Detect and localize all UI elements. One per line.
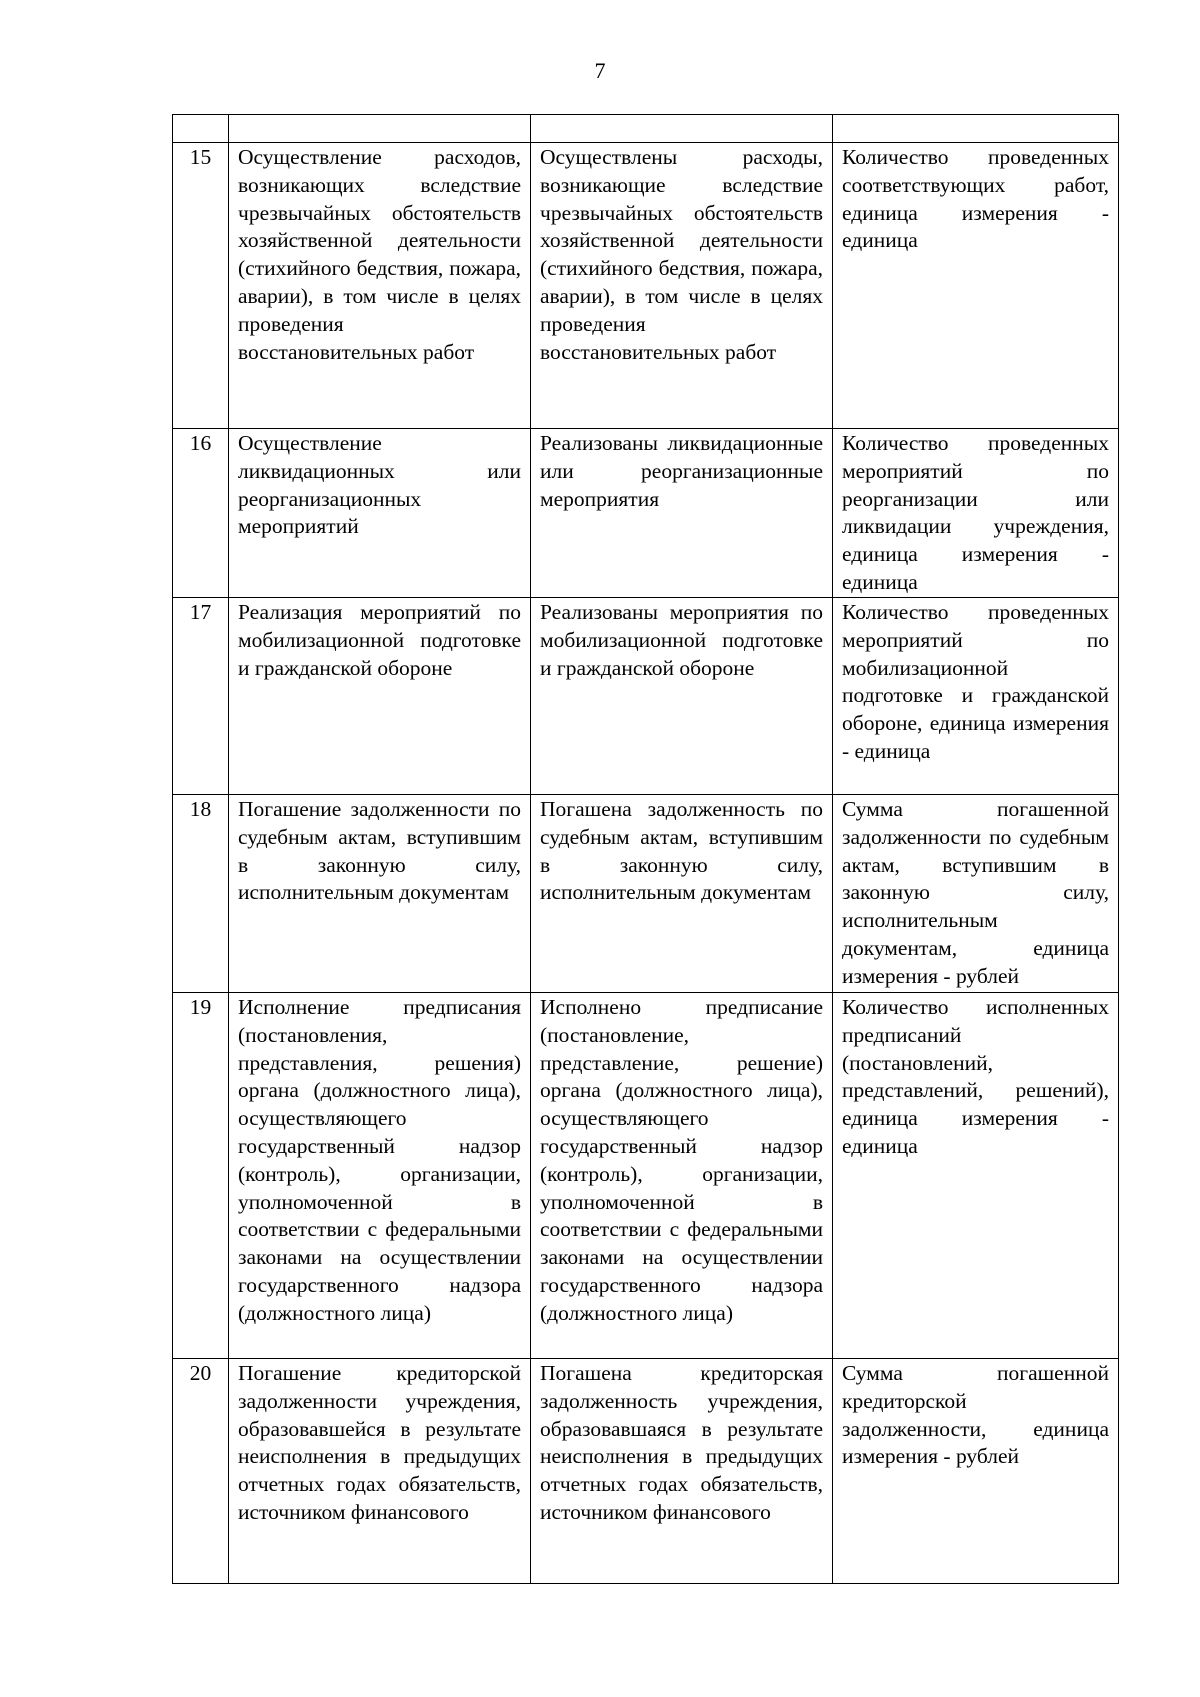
row-number: 15 xyxy=(173,143,229,429)
row-number: 19 xyxy=(173,993,229,1359)
indicator-cell: Сумма погашенной кредиторской задолженности, единица измерения - рублей xyxy=(833,1359,1119,1584)
header-cell-action xyxy=(229,115,531,143)
page-number: 7 xyxy=(594,58,606,83)
result-cell: Реализованы ликвидационные или реорганизационные мероприятия xyxy=(531,429,833,598)
table-row xyxy=(173,1359,1119,1584)
table-row xyxy=(173,143,1119,429)
indicator-cell: Количество исполненных предписаний (постановлений, представлений, решений), единица измерения - единица xyxy=(833,993,1119,1359)
indicator-cell: Количество проведенных соответствующих работ, единица измерения - единица xyxy=(833,143,1119,429)
table-row xyxy=(173,598,1119,795)
result-cell: Исполнено предписание (постановление, представление, решение) органа (должностного лица), осуществляющего государственный надзор (контроль), организации, уполномоченной в соответствии с федеральными законами на осуществлении государственного надзора (должностного лица) xyxy=(531,993,833,1359)
result-cell: Реализованы мероприятия по мобилизационной подготовке и гражданской обороне xyxy=(531,598,833,795)
action-cell: Погашение кредиторской задолженности учреждения, образовавшейся в результате неисполнения в предыдущих отчетных годах обязательств, источником финансового xyxy=(229,1359,531,1584)
header-cell-indicator xyxy=(833,115,1119,143)
action-cell: Реализация мероприятий по мобилизационной подготовке и гражданской обороне xyxy=(229,598,531,795)
row-number: 16 xyxy=(173,429,229,598)
action-cell: Исполнение предписания (постановления, представления, решения) органа (должностного лица), осуществляющего государственный надзор (контроль), организации, уполномоченной в соответствии с федеральными законами на осуществлении государственного надзора (должностного лица) xyxy=(229,993,531,1359)
indicator-cell: Количество проведенных мероприятий по реорганизации или ликвидации учреждения, единица измерения - единица xyxy=(833,429,1119,598)
result-cell: Погашена кредиторская задолженность учреждения, образовавшаяся в результате неисполнения в предыдущих отчетных годах обязательств, источником финансового xyxy=(531,1359,833,1584)
action-cell: Осуществление расходов, возникающих вследствие чрезвычайных обстоятельств хозяйственной деятельности (стихийного бедствия, пожара, аварии), в том числе в целях проведения восстановительных работ xyxy=(229,143,531,429)
table-row xyxy=(173,429,1119,598)
row-number: 20 xyxy=(173,1359,229,1584)
table-row xyxy=(173,993,1119,1359)
indicator-cell: Количество проведенных мероприятий по мобилизационной подготовке и гражданской обороне, единица измерения - единица xyxy=(833,598,1119,795)
measures-table xyxy=(172,114,1119,1584)
row-number: 18 xyxy=(173,795,229,993)
result-cell: Осуществлены расходы, возникающие вследствие чрезвычайных обстоятельств хозяйственной деятельности (стихийного бедствия, пожара, аварии), в том числе в целях проведения восстановительных работ xyxy=(531,143,833,429)
indicator-cell: Сумма погашенной задолженности по судебным актам, вступившим в законную силу, исполнительным документам, единица измерения - рублей xyxy=(833,795,1119,993)
table-header-row xyxy=(173,115,1119,143)
header-cell-result xyxy=(531,115,833,143)
row-number: 17 xyxy=(173,598,229,795)
table-row xyxy=(173,795,1119,993)
action-cell: Осуществление ликвидационных или реорганизационных мероприятий xyxy=(229,429,531,598)
header-cell-number xyxy=(173,115,229,143)
result-cell: Погашена задолженность по судебным актам, вступившим в законную силу, исполнительным документам xyxy=(531,795,833,993)
action-cell: Погашение задолженности по судебным актам, вступившим в законную силу, исполнительным документам xyxy=(229,795,531,993)
